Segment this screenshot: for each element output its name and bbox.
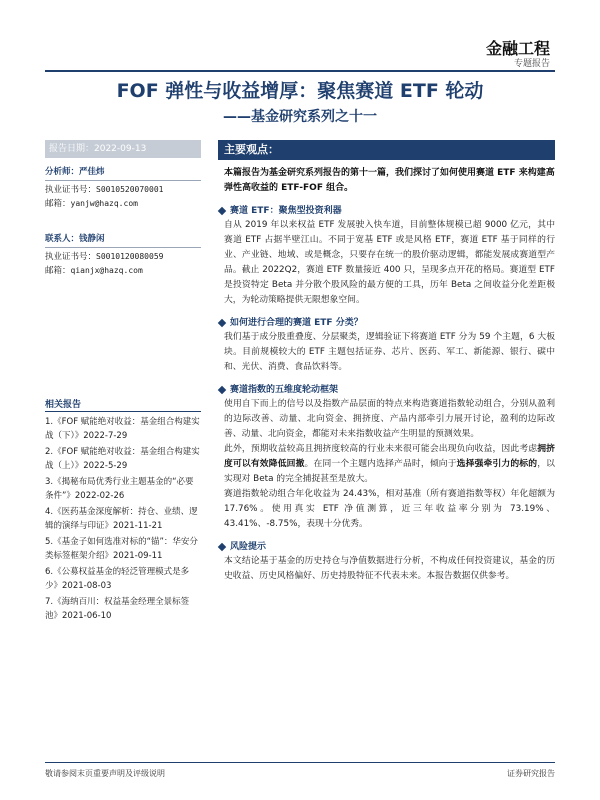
analyst-cert: 执业证书号：S0010520070001	[45, 185, 164, 195]
report-type: 专题报告	[513, 59, 550, 69]
analyst-block	[45, 166, 201, 211]
divider	[45, 247, 201, 248]
report-title: FOF 弹性与收益增厚：聚焦赛道 ETF 轮动	[116, 80, 484, 102]
section-body: 此外，预期收益较高且拥挤度较高的行业未来很可能会出现负向收益，因此考虑拥挤度可以有效降低回撤。在同一个主题内选择产品时，倾向于选择强牵引力的标的，以实现对 Beta 的完全捕捉甚至是放大。	[224, 444, 555, 484]
section-body: 我们基于成分股重叠度、分层聚类，逻辑验证下将赛道 ETF 分为 59 个主题，6 大板块。目前规模较大的 ETF 主题包括证券、芯片、医药、军工、新能源、银行、碳中和、光伏、消费、食品饮料等。	[224, 332, 555, 372]
related-report-item[interactable]: 4.《医药基金深度解析：持仓、业绩、逻辑的演绎与印证》2021-11-21	[45, 507, 198, 531]
contact-cert: 执业证书号：S0010120080059	[45, 252, 164, 262]
divider	[45, 180, 201, 181]
diamond-bullet-icon	[218, 319, 226, 327]
related-divider	[45, 411, 201, 412]
footer-label: 证券研究报告	[507, 769, 555, 778]
intro-paragraph: 本篇报告为基金研究系列报告的第十一篇，我们探讨了如何使用赛道 ETF 来构建高弹性高收益的 ETF-FOF 组合。	[224, 168, 555, 193]
section-risk-warning	[218, 540, 555, 584]
contact-name: 联系人：钱静闲	[45, 234, 105, 244]
diamond-bullet-icon	[218, 386, 226, 394]
related-report-item[interactable]: 2.《FOF 赋能绝对收益：基金组合构建实战（上）》2022-5-29	[45, 447, 200, 471]
footer-divider	[45, 762, 555, 763]
diamond-bullet-icon	[218, 207, 226, 215]
related-report-item[interactable]: 3.《揭秘布局优秀行业主题基金的“必要条件”》2022-02-26	[45, 477, 194, 501]
section-rotation-framework	[218, 383, 555, 532]
related-report-item[interactable]: 5.《基金子如何选准对标的“锚”：华安分类标签框架介绍》2021-09-11	[45, 537, 198, 561]
left-sidebar	[45, 140, 201, 278]
diamond-bullet-icon	[218, 543, 226, 551]
contact-email[interactable]: 邮箱：qianjx@hazq.com	[45, 266, 143, 276]
header-divider	[45, 70, 555, 72]
section-heading: 如何进行合理的赛道 ETF 分类？	[230, 318, 363, 328]
section-etf-classification	[218, 316, 555, 375]
related-report-item[interactable]: 7.《海纳百川：权益基金经理全景标签池》2021-06-10	[45, 597, 190, 621]
section-body: 赛道指数轮动组合年化收益为 24.43%，相对基准（所有赛道指数等权）年化超额为 17.76%。使用真实 ETF 净值测算，近三年收益率分别为 73.19%、43.41%、-8.75%，表现十分优秀。	[224, 489, 555, 529]
related-report-item[interactable]: 1.《FOF 赋能绝对收益：基金组合构建实战（下）》2022-7-29	[45, 417, 200, 441]
section-sector-etf	[218, 204, 555, 308]
related-reports-list	[45, 415, 201, 625]
section-heading: 赛道 ETF：聚焦型投资利器	[230, 206, 342, 216]
footer-disclaimer: 敬请参阅末页重要声明及评级说明	[45, 769, 165, 778]
related-report-item[interactable]: 6.《公募权益基金的轻泛管理模式是多少》2021-08-03	[45, 567, 190, 591]
related-reports-title: 相关报告	[45, 400, 82, 410]
key-points-title: 主要观点：	[218, 140, 555, 160]
section-heading: 赛道指数的五维度轮动框架	[230, 385, 339, 395]
report-date: 报告日期：2022-09-13	[45, 140, 201, 158]
brand-name: 金融工程	[485, 39, 550, 58]
section-heading: 风险提示	[230, 542, 267, 552]
analyst-name: 分析师：严佳炜	[45, 167, 105, 177]
section-body: 自从 2019 年以来权益 ETF 发展驶入快车道，目前整体规模已超 9000 亿元，其中赛道 ETF 占据半壁江山。不同于宽基 ETF 或是风格 ETF，赛道 ETF 基于同样的行业、产业链、地域、或是概念，只要存在统一的股价驱动逻辑，都能发展成赛道型产品。截止 2022Q2，赛道 ETF 数量接近 400 只，呈现多点开花的格局。赛道型 ETF 是投资特定 Beta 并分散个股风险的最方便的工具，历年 Beta 之间收益分化差距极大，为轮动策略提供无限想象空间。	[224, 220, 555, 305]
section-body: 使用自下而上的信号以及指数产品层面的特点来构造赛道指数轮动组合，分别从盈利的边际改善、动量、北向资金、拥挤度、产品内部牵引力展开讨论，盈利的边际改善、动量、北向资金，都能对未来指数收益产生明显的预测效果。	[224, 399, 555, 439]
main-content	[218, 140, 555, 584]
section-body: 本文结论基于基金的历史持仓与净值数据进行分析，不构成任何投资建议，基金的历史收益、历史风格偏好、历史持股特征不代表未来。本报告数据仅供参考。	[224, 556, 555, 581]
analyst-email[interactable]: 邮箱：yanjw@hazq.com	[45, 199, 138, 209]
report-subtitle: ——基金研究系列之十一	[223, 109, 377, 125]
contact-block	[45, 233, 201, 278]
